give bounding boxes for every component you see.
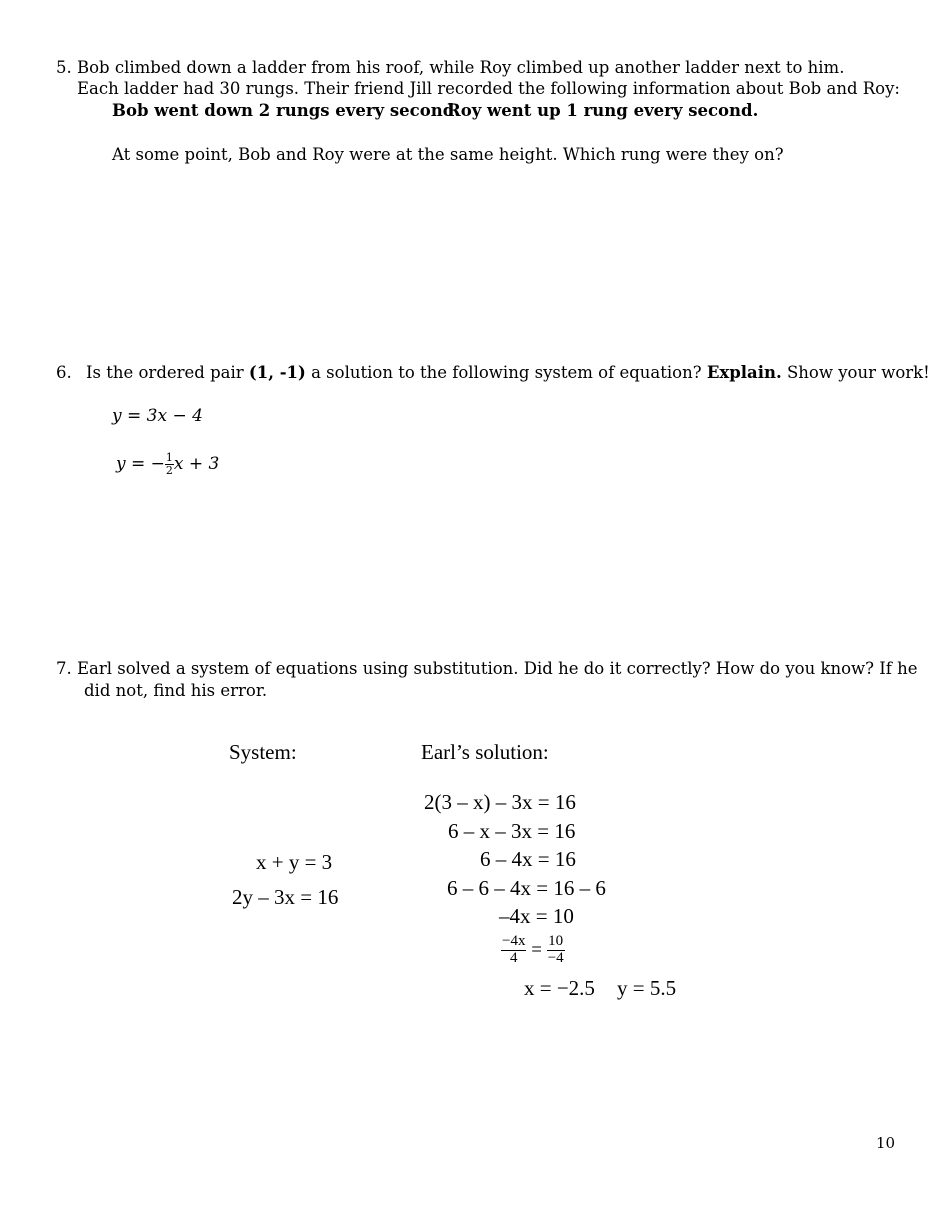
solution-step-3: 6 – 4x = 16 xyxy=(480,847,576,871)
q5-line1: 5. Bob climbed down a ladder from his roof, while Roy climbed up another ladder next to him. xyxy=(56,58,845,77)
q6-text-a: Is the ordered pair xyxy=(86,363,249,382)
q7-line1: 7. Earl solved a system of equations using substitution. Did he do it correctly? How do you know? If he xyxy=(56,659,918,678)
fraction-left-num: −4x xyxy=(502,933,526,949)
q6-pair: (1, -1) xyxy=(248,363,306,382)
solution-step-1: 2(3 – x) – 3x = 16 xyxy=(424,790,576,814)
fraction-right-num: 10 xyxy=(548,933,564,949)
q6-eq2-lhs: y = − xyxy=(116,454,165,475)
q5-bob-rate: Bob went down 2 rungs every second. xyxy=(112,101,460,120)
solution-label: Earl’s solution: xyxy=(421,740,549,764)
final-y: y = 5.5 xyxy=(617,976,677,1000)
q5-question: At some point, Bob and Roy were at the same height. Which rung were they on? xyxy=(112,145,784,164)
q6-eq2-fraction xyxy=(165,452,174,477)
system-label: System: xyxy=(229,740,297,764)
q5-roy-rate: Roy went up 1 rung every second. xyxy=(447,101,759,120)
page-number: 10 xyxy=(876,1134,896,1152)
fraction-left-den: 4 xyxy=(509,949,518,966)
system-equation-2: 2y – 3x = 16 xyxy=(232,885,339,909)
q6-equation-1: y = 3x − 4 xyxy=(112,406,203,426)
solution-step-2: 6 – x – 3x = 16 xyxy=(448,819,576,843)
q6-number: 6. xyxy=(56,363,72,382)
system-equation-1: x + y = 3 xyxy=(256,850,333,874)
solution-step-5: –4x = 10 xyxy=(499,904,574,928)
q6-text-c: Show your work! xyxy=(781,363,930,382)
q6-equation-2 xyxy=(116,452,219,477)
q6-explain: Explain. xyxy=(706,363,782,382)
q6-prompt xyxy=(86,363,930,382)
q6-eq2-frac-den: 2 xyxy=(165,464,173,478)
fraction-left xyxy=(501,934,526,967)
solution-step-fraction xyxy=(501,934,565,967)
q7-line2: did not, find his error. xyxy=(84,681,268,700)
solution-step-4: 6 – 6 – 4x = 16 – 6 xyxy=(447,876,606,900)
q6-eq2-frac-num: 1 xyxy=(165,451,173,464)
q6-text-b: a solution to the following system of equation? xyxy=(305,363,707,382)
q6-eq2-rhs: x + 3 xyxy=(173,454,220,475)
final-x: x = −2.5 xyxy=(524,976,595,1000)
fraction-equals: = xyxy=(531,939,542,961)
fraction-right xyxy=(547,934,565,967)
fraction-right-den: −4 xyxy=(547,949,564,966)
q5-line2: Each ladder had 30 rungs. Their friend Jill recorded the following information about Bob and Roy: xyxy=(77,79,900,98)
